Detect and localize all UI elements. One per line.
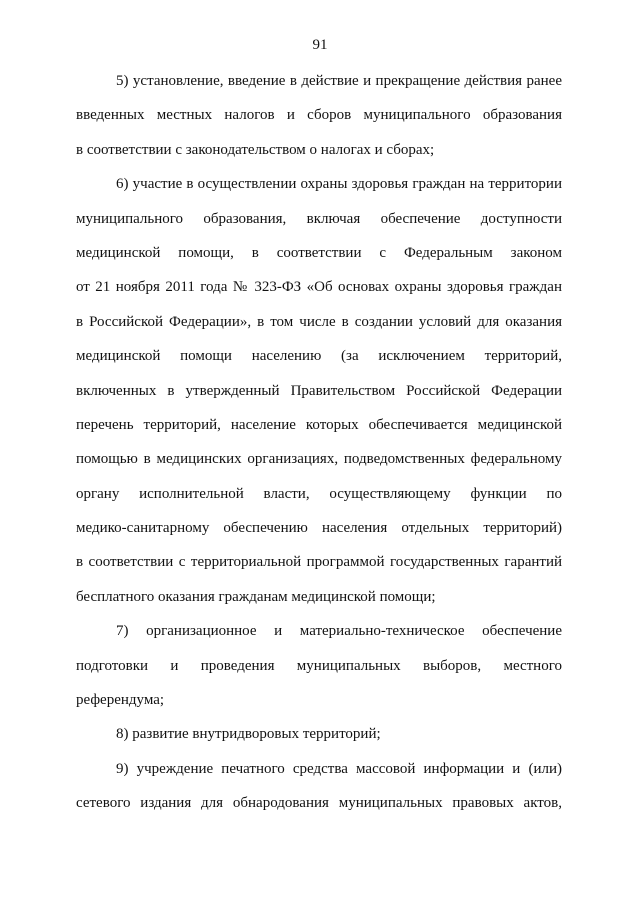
text-line: 7) организационное и материально-техническое обеспечение <box>116 623 562 640</box>
text-line: 8) развитие внутридворовых территорий; <box>116 726 381 743</box>
text-line: медицинской помощи населению (за исключением территорий, <box>76 348 562 365</box>
document-body <box>76 71 562 828</box>
text-line: медицинской помощи, в соответствии с Федеральным законом <box>76 244 562 261</box>
text-line: в соответствии с законодательством о налогах и сборах; <box>76 141 435 158</box>
text-line: от 21 ноября 2011 года № 323-ФЗ «Об основах охраны здоровья граждан <box>76 279 562 296</box>
text-line: перечень территорий, население которых обеспечивается медицинской <box>76 416 562 433</box>
text-line: бесплатного оказания гражданам медицинской помощи; <box>76 588 436 605</box>
text-line: 6) участие в осуществлении охраны здоровья граждан на территории <box>116 176 562 193</box>
text-line: помощью в медицинских организациях, подведомственных федеральному <box>76 451 562 468</box>
text-line: 9) учреждение печатного средства массовой информации и (или) <box>116 760 562 777</box>
text-line: в соответствии с территориальной программой государственных гарантий <box>76 554 562 571</box>
page-number: 91 <box>312 37 328 53</box>
text-line: подготовки и проведения муниципальных выборов, местного <box>76 657 562 674</box>
text-line: 5) установление, введение в действие и прекращение действия ранее <box>116 73 562 89</box>
text-line: органу исполнительной власти, осуществляющему функции по <box>76 485 562 502</box>
text-line: введенных местных налогов и сборов муниципального образования <box>76 107 562 124</box>
text-line: референдума; <box>76 692 165 709</box>
text-line: сетевого издания для обнародования муниципальных правовых актов, <box>76 795 562 812</box>
text-line: в Российской Федерации», в том числе в создании условий для оказания <box>76 313 562 330</box>
text-line: включенных в утвержденный Правительством Российской Федерации <box>76 382 562 399</box>
text-line: муниципального образования, включая обеспечение доступности <box>76 210 562 227</box>
text-line: медико-санитарному обеспечению населения отдельных территорий) <box>76 520 562 537</box>
